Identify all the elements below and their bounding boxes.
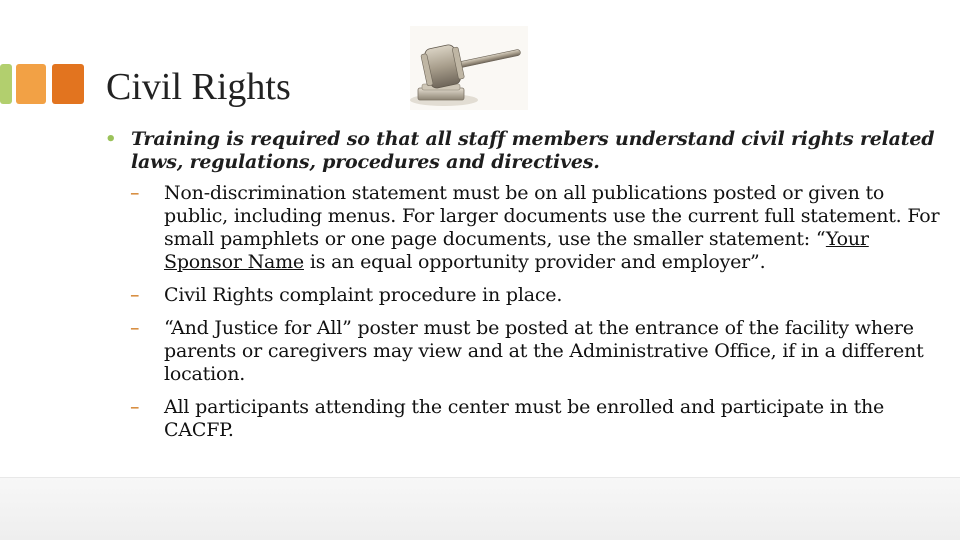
sub-bullet-item [100, 182, 940, 274]
slide-content [100, 128, 940, 452]
sub-bullet-list [100, 182, 940, 442]
sub-bullet-text: “And Justice for All” poster must be posted at the entrance of the facility where parents or caregivers may view and at the Administrative Office, if in a different location. [164, 317, 924, 385]
dash-icon: – [130, 284, 140, 306]
title-accent-dark-orange [52, 64, 84, 104]
sub-bullet-text: Civil Rights complaint procedure in place. [164, 284, 563, 306]
sub-bullet-item [100, 396, 940, 442]
sub-bullet-text: Non-discrimination statement must be on all publications posted or given to public, including menus. For larger documents use the current full statement. For small pamphlets or one page documents, use the smaller statement: “ [164, 182, 940, 250]
dash-icon: – [130, 396, 140, 418]
slide-title: Civil Rights [106, 66, 291, 108]
main-bullet [100, 128, 940, 174]
bullet-dot-icon: • [105, 129, 117, 150]
sub-bullet-text: All participants attending the center must be enrolled and participate in the CACFP. [164, 396, 885, 441]
sub-bullet-item [100, 317, 940, 386]
sponsor-name-underlined: Your Sponsor Name [164, 228, 869, 273]
gavel-icon [404, 26, 534, 110]
title-accent-green [0, 64, 12, 104]
main-bullet-text: Training is required so that all staff members understand civil rights related laws, regulations, procedures and directives. [131, 128, 935, 173]
sub-bullet-item [100, 284, 940, 307]
dash-icon: – [130, 182, 140, 204]
footer-strip [0, 477, 960, 540]
sub-bullet-text-end: is an equal opportunity provider and employer”. [303, 251, 766, 273]
title-accent-orange [16, 64, 46, 104]
dash-icon: – [130, 317, 140, 339]
